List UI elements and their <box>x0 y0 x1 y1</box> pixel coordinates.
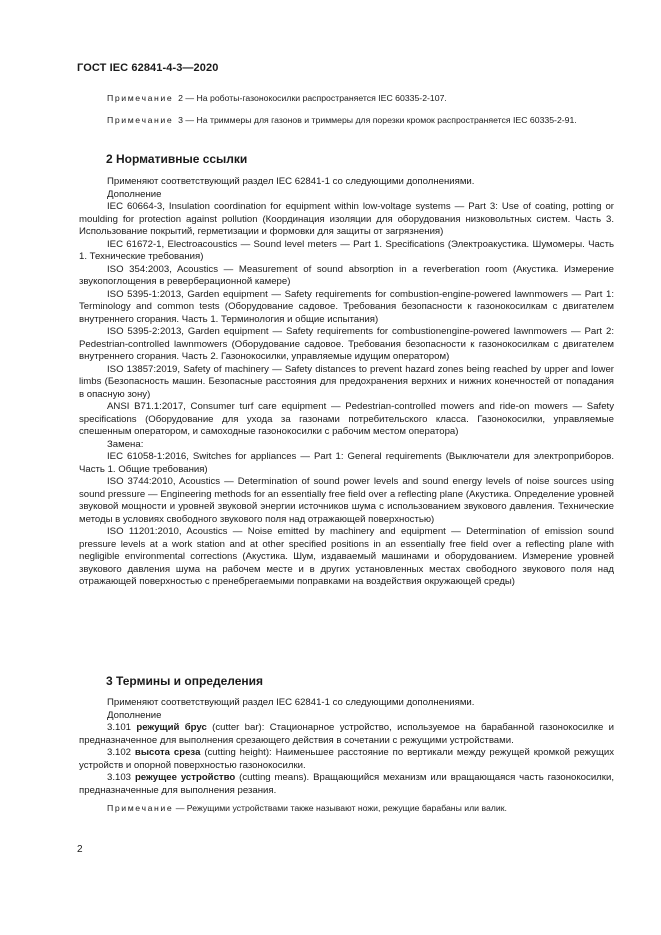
term-text: (cutting height): Наименьшее расстояние по вертикали между режущей кромкой режущих устройств и опорной поверхностью газонокосилки. <box>79 747 614 771</box>
note-text: 2 — На роботы-газонокосилки распространяется IEC 60335-2-107. <box>178 93 447 103</box>
term-name: режущее устройство <box>134 772 236 783</box>
term-number: 3.103 <box>107 772 132 783</box>
section-2-additions-label: Дополнение <box>107 188 162 200</box>
term-number: 3.102 <box>107 747 132 758</box>
note-label: Примечание <box>107 93 174 103</box>
section-3-intro: Применяют соответствующий раздел IEC 62841-1 со следующими дополнениями. <box>107 697 475 708</box>
reference-item: ISO 13857:2019, Safety of machinery — Safety distances to prevent hazard zones being reached by upper and lower limbs (Безопасность машин. Безопасные расстояния для предохранения верхних и нижних конечностей от попадания в опасную зону) <box>79 363 614 400</box>
reference-item: ISO 3744:2010, Acoustics — Determination of sound power levels and sound energy levels of noise sources using sound pressure — Engineering methods for an essentially free field over a reflecting plane (Акустика. Определение уровней звуковой мощности и уровней звуковой энергии источников шума с использованием звукового давления. Технические методы в условиях свободного звукового поля над отражающей поверхностью) <box>79 476 614 525</box>
reference-item: IEC 61058-1:2016, Switches for appliances — Part 1: General requirements (Выключатели для электроприборов. Часть 1. Общие требования) <box>79 451 614 475</box>
note-2 <box>79 93 614 105</box>
section-2-title: 2 Нормативные ссылки <box>106 152 248 166</box>
term-text: (cutting means). Вращающийся механизм или вращающаяся часть газонокосилки, предназначенные для выполнения резания. <box>79 772 614 796</box>
section-3-note <box>79 803 614 815</box>
reference-item: IEC 60664-3, Insulation coordination for equipment within low-voltage systems — Part 3: Use of coating, potting or moulding for protection against pollution (Координация изоляции для оборудования низковольтных систем. Часть 3. Использование покрытий, герметизации и формовки для защиты от загрязнения) <box>79 201 614 237</box>
page-number: 2 <box>77 844 83 855</box>
section-3-title: 3 Термины и определения <box>106 674 264 688</box>
note-3 <box>79 115 614 127</box>
reference-item: ANSI B71.1:2017, Consumer turf care equipment — Pedestrian-controlled mowers and ride-on mowers — Safety specifications (Оборудование для ухода за газонами потребительского класса. Газонокосилки, управляемые спешенным оператором, и самоходные газонокосилки с рабочим местом оператора) <box>79 401 614 437</box>
section-2-intro: Применяют соответствующий раздел IEC 62841-1 со следующими дополнениями. <box>107 176 475 187</box>
reference-item: ISO 5395-2:2013, Garden equipment — Safety requirements for combustionengine-powered lawnmowers — Part 2: Pedestrian-controlled lawnmowers (Оборудование садовое. Требования безопасности к газонокосилкам с двигателем внутреннего сгорания. Часть 2. Газонокосилки, управляемые идущим оператором) <box>79 326 614 362</box>
term-definition <box>79 722 614 747</box>
section-3-body <box>79 697 614 815</box>
term-name: режущий брус <box>136 722 207 733</box>
term-text: (cutter bar): Стационарное устройство, используемое на барабанной газонокосилке и предназначенное для выполнения срезающего действия в сочетании с режущими устройствами. <box>79 722 615 746</box>
term-definition <box>79 747 614 772</box>
reference-item: ISO 11201:2010, Acoustics — Noise emitted by machinery and equipment — Determination of emission sound pressure levels at a work station and at other specified positions in an essentially free field over a reflecting plane with negligible environmental corrections (Акустика. Шум, издаваемый машинами и оборудованием. Измерение уровней звукового давления шума на рабочем месте и в других установленных местах свободного звукового поля над отражающей поверхностью с пренебрегаемыми поправками на воздействия окружающей среды) <box>79 526 614 587</box>
section-2-body <box>79 176 614 589</box>
notes-top <box>79 93 614 126</box>
section-3-additions-label: Дополнение <box>107 709 162 721</box>
term-number: 3.101 <box>107 722 132 733</box>
document-header: ГОСТ IEC 62841-4-3—2020 <box>77 62 219 74</box>
section-2-replace-label: Замена: <box>107 438 144 450</box>
note-text: — Режущими устройствами также называют ножи, режущие барабаны или валик. <box>173 803 507 813</box>
reference-item: ISO 354:2003, Acoustics — Measurement of sound absorption in a reverberation room (Акустика. Измерение звукопоглощения в реверберационной камере) <box>79 263 614 287</box>
term-name: высота среза <box>134 747 201 758</box>
note-label: Примечание <box>107 114 174 125</box>
note-text: 3 — На триммеры для газонов и триммеры для порезки кромок распространяется IEC 60335-2-91. <box>178 114 577 125</box>
reference-item: IEC 61672-1, Electroacoustics — Sound level meters — Part 1. Specifications (Электроакустика. Шумомеры. Часть 1. Технические требования) <box>79 238 614 262</box>
reference-item: ISO 5395-1:2013, Garden equipment — Safety requirements for combustion-engine-powered lawnmowers — Part 1: Terminology and common tests (Оборудование садовое. Требования безопасности к газонокосилкам с двигателем внутреннего сгорания. Часть 1. Терминология и общие испытания) <box>79 288 614 325</box>
note-label: Примечание <box>107 803 174 813</box>
term-definition <box>79 772 614 797</box>
